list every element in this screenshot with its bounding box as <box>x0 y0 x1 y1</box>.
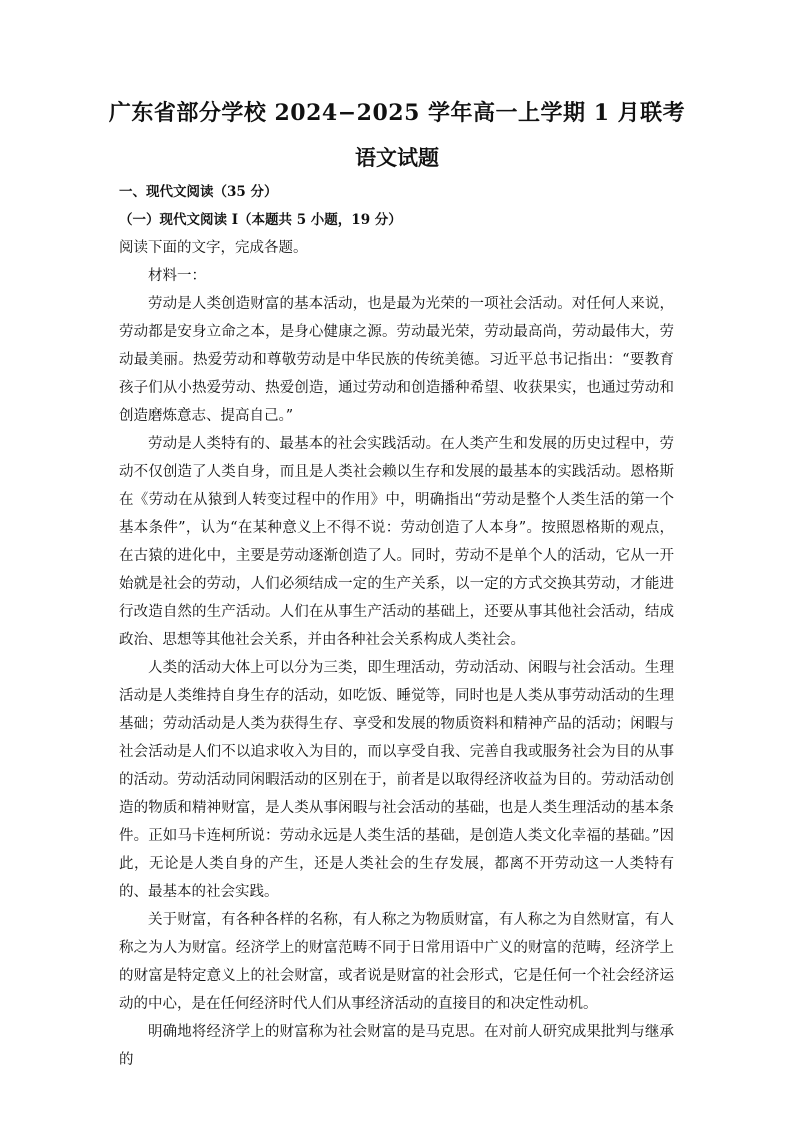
exam-title: 广东省部分学校 2024−2025 学年高一上学期 1 月联考 <box>108 100 686 126</box>
subsection-heading: （一）现代文阅读 I（本题共 5 小题，19 分） <box>119 212 402 228</box>
section-heading: 一、现代文阅读（35 分） <box>119 184 278 200</box>
reading-instruction: 阅读下面的文字，完成各题。 <box>119 240 308 256</box>
paragraph-4: 关于财富，有各种各样的名称，有人称之为物质财富，有人称之为自然财富，有人称之为人为财富。经济学上的财富范畴不同于日常用语中广义的财富的范畴，经济学上的财富是特定意义上的社会财富，或者说是财富的社会形式，它是任何一个社会经济运动的中心，是在任何经济时代人们从事经济活动的直接目的和决定性动机。 <box>119 912 674 1012</box>
exam-subtitle: 语文试题 <box>355 145 439 170</box>
paragraph-1: 劳动是人类创造财富的基本活动，也是最为光荣的一项社会活动。对任何人来说，劳动都是安身立命之本，是身心健康之源。劳动最光荣，劳动最高尚，劳动最伟大，劳动最美丽。热爱劳动和尊敬劳动是中华民族的传统美德。习近平总书记指出：“要教育孩子们从小热爱劳动、热爱创造，通过劳动和创造播种希望、收获果实，也通过劳动和创造磨炼意志、提高自己。” <box>119 296 674 424</box>
material-label: 材料一： <box>148 268 206 284</box>
paragraph-5: 明确地将经济学上的财富称为社会财富的是马克思。在对前人研究成果批判与继承的 <box>119 1024 674 1068</box>
document-body <box>119 178 674 1074</box>
paragraph-2: 劳动是人类特有的、最基本的社会实践活动。在人类产生和发展的历史过程中，劳动不仅创造了人类自身，而且是人类社会赖以生存和发展的最基本的实践活动。恩格斯在《劳动在从猿到人转变过程中的作用》中，明确指出“劳动是整个人类生活的第一个基本条件”，认为“在某种意义上不得不说：劳动创造了人本身”。按照恩格斯的观点，在古猿的进化中，主要是劳动逐渐创造了人。同时，劳动不是单个人的活动，它从一开始就是社会的劳动，人们必须结成一定的生产关系，以一定的方式交换其劳动，才能进行改造自然的生产活动。人们在从事生产活动的基础上，还要从事其他社会活动，结成政治、思想等其他社会关系，并由各种社会关系构成人类社会。 <box>119 436 674 648</box>
paragraph-3: 人类的活动大体上可以分为三类，即生理活动，劳动活动、闲暇与社会活动。生理活动是人类维持自身生存的活动，如吃饭、睡觉等，同时也是人类从事劳动活动的生理基础；劳动活动是人类为获得生存、享受和发展的物质资料和精神产品的活动；闲暇与社会活动是人们不以追求收入为目的，而以享受自我、完善自我或服务社会为目的从事的活动。劳动活动同闲暇活动的区别在于，前者是以取得经济收益为目的。劳动活动创造的物质和精神财富，是人类从事闲暇与社会活动的基础，也是人类生理活动的基本条件。正如马卡连柯所说：劳动永远是人类生活的基础，是创造人类文化幸福的基础。”因此，无论是人类自身的产生，还是人类社会的生存发展，都离不开劳动这一人类特有的、最基本的社会实践。 <box>119 660 674 900</box>
